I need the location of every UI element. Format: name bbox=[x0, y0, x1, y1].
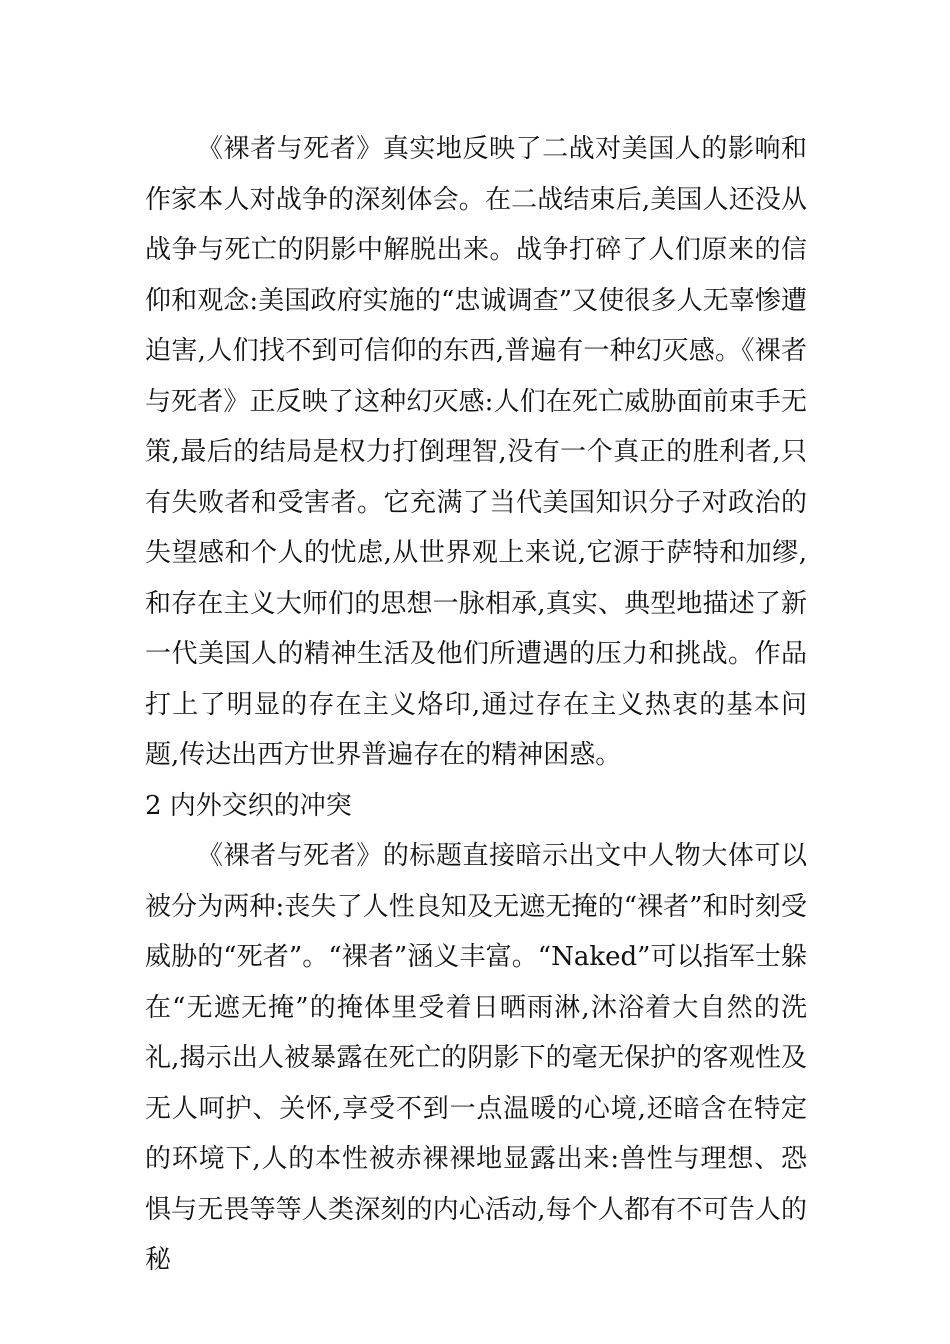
body-paragraph: 《裸者与死者》真实地反映了二战对美国人的影响和作家本人对战争的深刻体会。在二战结束后,美国人还没从战争与死亡的阴影中解脱出来。战争打碎了人们原来的信仰和观念:美国政府实施的“忠诚调查”又使很多人无辜惨遭迫害,人们找不到可信仰的东西,普遍有一种幻灭感。《裸者与死者》正反映了这种幻灭感:人们在死亡威胁面前束手无策,最后的结局是权力打倒理智,没有一个真正的胜利者,只有失败者和受害者。它充满了当代美国知识分子对政治的失望感和个人的忧虑,从世界观上来说,它源于萨特和加缪,和存在主义大师们的思想一脉相承,真实、典型地描述了新一代美国人的精神生活及他们所遭遇的压力和挑战。作品打上了明显的存在主义烙印,通过存在主义热衷的基本问题,传达出西方世界普遍存在的精神困惑。 bbox=[145, 134, 807, 770]
body-paragraph: 《裸者与死者》的标题直接暗示出文中人物大体可以被分为两种:丧失了人性良知及无遮无掩的“裸者”和时刻受威胁的“死者”。“裸者”涵义丰富。“Naked”可以指军士躲在“无遮无掩”的掩体里受着日晒雨淋,沐浴着大自然的洗礼,揭示出人被暴露在死亡的阴影下的毫无保护的客观性及无人呵护、关怀,享受不到一点温暖的心境,还暗含在特定的环境下,人的本性被赤裸裸地显露出来:兽性与理想、恐惧与无畏等等人类深刻的内心活动,每个人都有不可告人的秘 bbox=[145, 841, 807, 1275]
document-page bbox=[145, 124, 807, 1286]
section-heading: 2 内外交织的冲突 bbox=[145, 790, 352, 821]
